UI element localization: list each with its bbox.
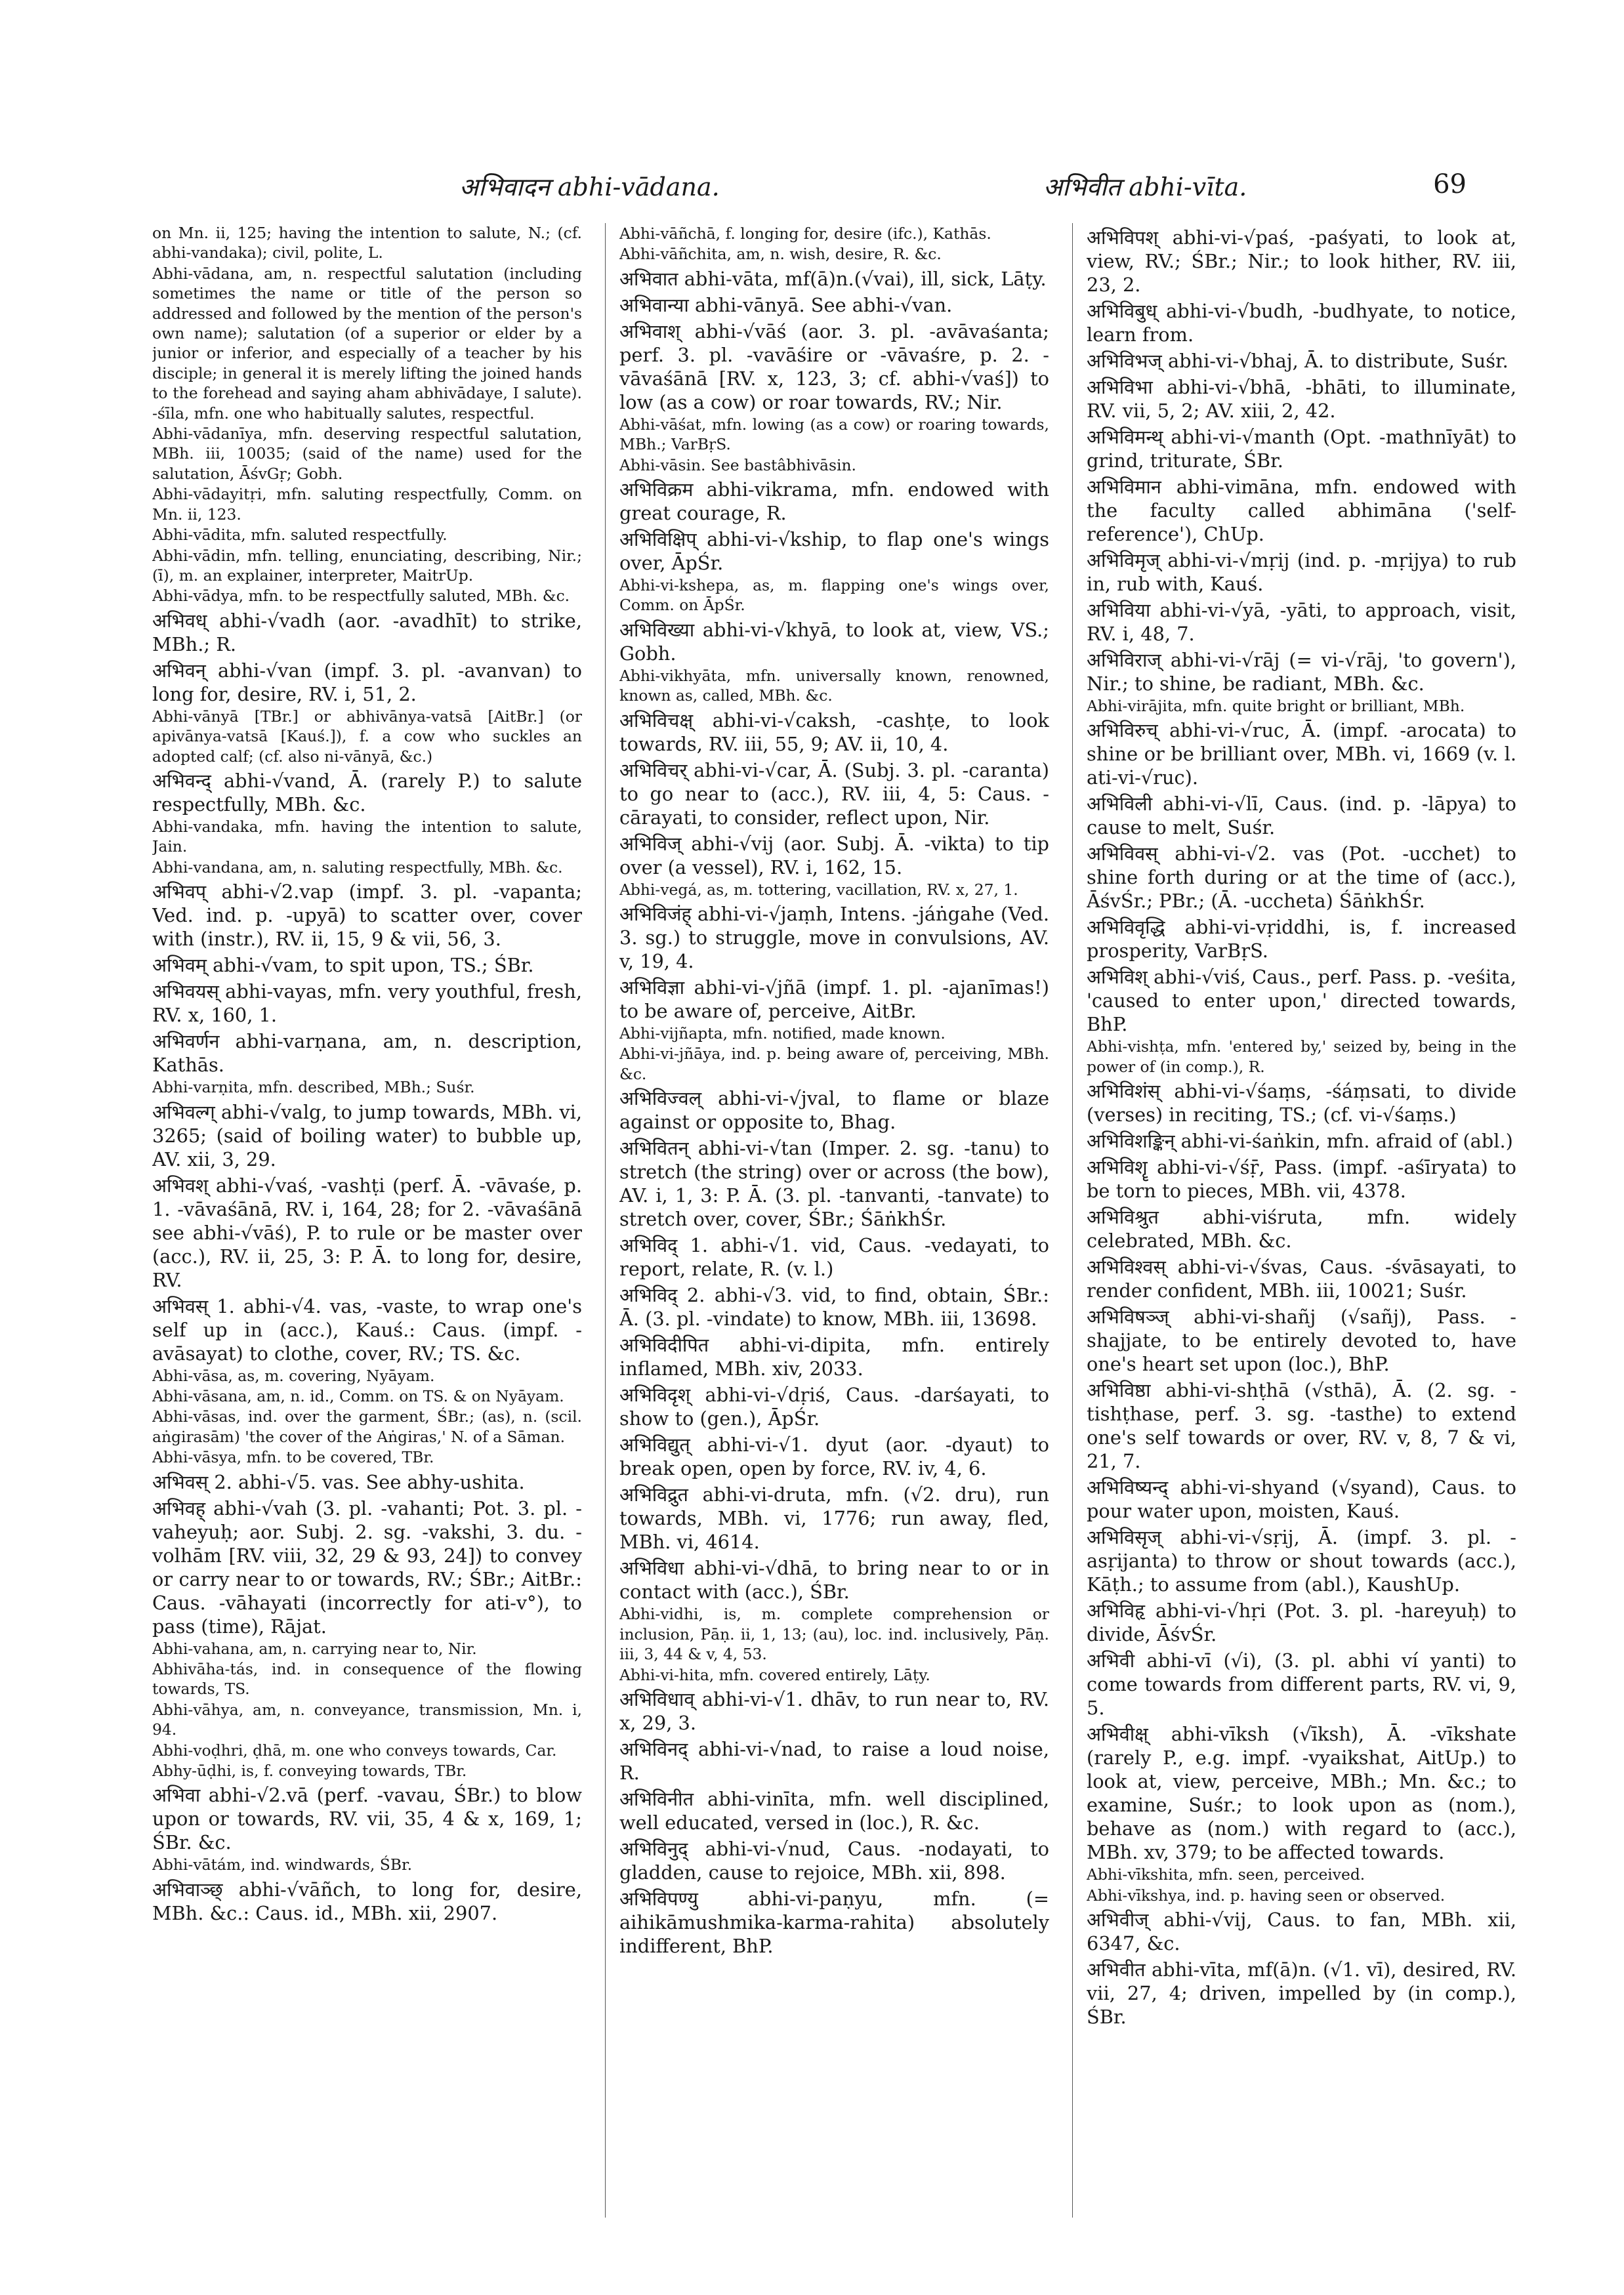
headword-entry: अभिवयस् abhi-vayas, mfn. very youthful, fresh, RV. x, 160, 1.	[152, 980, 582, 1027]
sub-entry: Abhivāha-tás, ind. in consequence of the flowing towards, TS.	[152, 1660, 582, 1699]
headword-entry: अभिवर्णन abhi-varṇana, am, n. description, Kathās.	[152, 1030, 582, 1077]
sub-entry: Abhi-vāñchita, am, n. wish, desire, R. &c.	[619, 245, 942, 264]
headword-entry: अभिविक्रम abhi-vikrama, mfn. endowed with great courage, R.	[619, 478, 1049, 525]
headword-entry: अभिविचक्ष् abhi-vi-√caksh, -cashṭe, to look towards, RV. iii, 55, 9; AV. ii, 10, 4.	[619, 709, 1049, 755]
header-right-guideword: अभिवीत abhi-vīta.	[1043, 173, 1247, 201]
headword-entry: अभिवम् abhi-√vam, to spit upon, TS.; ŚBr.	[152, 954, 534, 977]
sub-entry: Abhi-vishṭa, mfn. 'entered by,' seized by, being in the power of (in comp.), R.	[1087, 1037, 1516, 1076]
headword-entry: अभिविजंह् abhi-vi-√jaṃh, Intens. -jáṅgahe (Ved. 3. sg.) to struggle, move in convulsions, AV. v, 19, 4.	[619, 903, 1049, 973]
sub-entry: Abhi-vādanīya, mfn. deserving respectful salutation, MBh. iii, 10035; (said of the name) used for the salutation, ĀśvGṛ; Gobh.	[152, 424, 582, 483]
sub-entry: Abhi-vāhya, am, n. conveyance, transmission, Mn. i, 94.	[152, 1700, 582, 1739]
sub-entry: Abhi-vidhi, is, m. complete comprehension or inclusion, Pāṇ. ii, 1, 13; (au), loc. ind. inclusively, Pāṇ. iii, 3, 44 & v, 4, 53.	[619, 1605, 1049, 1664]
sub-entry: Abhi-vīkshya, ind. p. having seen or observed.	[1087, 1886, 1446, 1905]
headword-entry: अभिविशङ्किन् abhi-vi-śaṅkin, mfn. afraid of (abl.)	[1087, 1130, 1513, 1153]
sub-entry: Abhi-vikhyāta, mfn. universally known, renowned, known as, called, MBh. &c.	[619, 666, 1049, 705]
headword-entry: अभिवन्द् abhi-√vand, Ā. (rarely P.) to salute respectfully, MBh. &c.	[152, 769, 582, 816]
sub-entry: Abhi-vi-hita, mfn. covered entirely, Lāṭy.	[619, 1665, 930, 1684]
headword-entry: अभिविमन्थ् abhi-vi-√manth (Opt. -mathnīyāt) to grind, triturate, ŚBr.	[1087, 426, 1516, 472]
headword-entry: अभिविनद् abhi-vi-√nad, to raise a loud noise, R.	[619, 1737, 1049, 1784]
headword-entry: अभिविदृश् abhi-vi-√dṛiś, Caus. -darśayati, to show to (gen.), ĀpŚr.	[619, 1384, 1049, 1430]
sub-entry: Abhi-vegá, as, m. tottering, vacillation, RV. x, 27, 1.	[619, 880, 1018, 899]
headword-entry: अभिविष्यन्द् abhi-vi-shyand (√syand), Caus. to pour water upon, moisten, Kauś.	[1087, 1476, 1516, 1523]
headword-entry: अभिविराज् abhi-vi-√rāj (= vi-√rāj, 'to govern'), Nir.; to shine, be radiant, MBh. &c.	[1087, 649, 1516, 695]
headword-entry: अभिविभा abhi-vi-√bhā, -bhāti, to illuminate, RV. vii, 5, 2; AV. xiii, 2, 42.	[1087, 376, 1516, 422]
headword-entry: अभिविद्युत् abhi-vi-√1. dyut (aor. -dyaut) to break open, open by force, RV. iv, 4, 6.	[619, 1434, 1049, 1480]
dictionary-columns	[152, 223, 1517, 2224]
sub-entry: Abhi-vādana, am, n. respectful salutation (including sometimes the name or title of the person so addressed and followed by the mention of the person's own name); salutation (of a superior or elder by a junior or inferior, and especially of a teacher by his disciple; in general it is merely lifting the joined hands to the forehead and saying aham abhivādaye, I salute). -śīla, mfn. one who habitually salutes, respectful.	[152, 264, 582, 423]
headword-entry: अभिविरुच् abhi-vi-√ruc, Ā. (impf. -arocata) to shine or be brilliant over, MBh. vi, 1669 (v. l. ati-vi-√ruc).	[1087, 719, 1516, 789]
sub-entry: Abhi-vīkshita, mfn. seen, perceived.	[1087, 1865, 1365, 1884]
headword-entry: अभिविषञ्ज् abhi-vi-shañj (√sañj), Pass. -shajjate, to be entirely devoted to, have one's heart set upon (loc.), BhP.	[1087, 1306, 1516, 1376]
headword-entry: अभिविश् abhi-√viś, Caus., perf. Pass. p. -veśita, 'caused to enter upon,' directed towards, BhP.	[1087, 966, 1516, 1036]
sub-entry: Abhy-ūḍhi, is, f. conveying towards, TBr.	[152, 1762, 467, 1781]
headword-entry: अभिवितन् abhi-vi-√tan (Imper. 2. sg. -tanu) to stretch (the string) over or across (the bow), AV. i, 1, 3: P. Ā. (3. pl. -tanvanti, -tanvate) to stretch over, cover, ŚBr.; ŚāṅkhŚr.	[619, 1137, 1049, 1231]
header-left-guideword: अभिवादन abhi-vādana.	[459, 173, 720, 201]
headword-entry: अभिविश्रुत abhi-viśruta, mfn. widely celebrated, MBh. &c.	[1087, 1206, 1516, 1252]
headword-entry: अभिविख्या abhi-vi-√khyā, to look at, view, VS.; Gobh.	[619, 618, 1049, 665]
headword-entry: अभिवी abhi-vī (√i), (3. pl. abhi ví yanti) to come towards from different parts, RV. vi, 9, 5.	[1087, 1649, 1516, 1720]
headword-entry: अभिवीत abhi-vīta, mf(ā)n. (√1. vī), desired, RV. vii, 27, 4; driven, impelled by (in comp.), ŚBr.	[1087, 1958, 1516, 2029]
headword-entry: अभिविबुध् abhi-vi-√budh, -budhyate, to notice, learn from.	[1087, 300, 1516, 346]
sub-entry: Abhi-voḍhri, ḍhā, m. one who conveys towards, Car.	[152, 1741, 557, 1760]
headword-entry: अभिवल्ग् abhi-√valg, to jump towards, MBh. vi, 3265; (said of boiling water) to bubble up, AV. xii, 3, 29.	[152, 1100, 582, 1170]
headword-entry: अभिवा abhi-√2.vā (perf. -vavau, ŚBr.) to blow upon or towards, RV. vii, 35, 4 & x, 169, 1; ŚBr. &c.	[152, 1784, 582, 1854]
column-2	[619, 223, 1049, 2224]
headword-entry: अभिवाञ्छ् abhi-√vāñch, to long for, desire, MBh. &c.: Caus. id., MBh. xii, 2907.	[152, 1878, 582, 1924]
sub-entry: Abhi-vi-kshepa, as, m. flapping one's wings over, Comm. on ĀpŚr.	[619, 576, 1049, 615]
headword-entry: अभिवस् 1. abhi-√4. vas, -vaste, to wrap one's self up in (acc.), Kauś.: Caus. (impf. -avāsayat) to clothe, cover, RV.; TS. &c.	[152, 1294, 582, 1365]
sub-entry: Abhi-vahana, am, n. carrying near to, Nir.	[152, 1639, 477, 1658]
headword-entry: अभिविद् 2. abhi-√3. vid, to find, obtain, ŚBr.: Ā. (3. pl. -vindate) to know, MBh. iii, 13698.	[619, 1284, 1049, 1331]
headword-entry: अभिविपण्यु abhi-vi-paṇyu, mfn. (= aihikāmushmika-karma-rahita) absolutely indifferent, BhP.	[619, 1887, 1049, 1957]
headword-entry: अभिविया abhi-vi-√yā, -yāti, to approach, visit, RV. i, 48, 7.	[1087, 599, 1516, 645]
headword-entry: अभिवश् abhi-√vaś, -vashṭi (perf. Ā. -vāvaśe, p. 1. -vāvaśānā, RV. i, 164, 28; for 2. -vāvaśānā see abhi-√vāś), P. to rule or be master over (acc.), RV. ii, 25, 3: P. Ā. to long for, desire, RV.	[152, 1174, 582, 1291]
headword-entry: अभिविभज् abhi-vi-√bhaj, Ā. to distribute, Suśr.	[1087, 350, 1509, 372]
headword-entry: अभिवह् abhi-√vah (3. pl. -vahanti; Pot. 3. pl. -vaheyuḥ; aor. Subj. 2. sg. -vakshi, 3. du. -volhām [RV. viii, 32, 29 & 93, 24]) to convey or carry near to or towards, RV.; ŚBr.; AitBr.: Caus. -vāhayati (incorrectly for ati-v°), to pass (time), Rājat.	[152, 1497, 582, 1638]
headword-entry: अभिवप् abhi-√2.vap (impf. 3. pl. -vapanta; Ved. ind. p. -upyā) to scatter over, cover with (instr.), RV. ii, 15, 9 & vii, 56, 3.	[152, 880, 582, 951]
sub-entry: Abhi-vādayitṛi, mfn. saluting respectfully, Comm. on Mn. ii, 123.	[152, 485, 582, 524]
headword-entry: अभिविहृ abhi-vi-√hṛi (Pot. 3. pl. -hareyuḥ) to divide, ĀśvŚr.	[1087, 1600, 1516, 1646]
headword-entry: अभिवात abhi-vāta, mf(ā)n.(√vai), ill, sick, Lāṭy.	[619, 267, 1047, 290]
sub-entry: Abhi-vāsas, ind. over the garment, ŚBr.; (as), n. (scil. aṅgirasām) 'the cover of the Aṅgiras,' N. of a Sāman.	[152, 1407, 582, 1446]
sub-entry: Abhi-vāsya, mfn. to be covered, TBr.	[152, 1448, 434, 1467]
sub-entry: Abhi-vi-jñāya, ind. p. being aware of, perceiving, MBh. &c.	[619, 1044, 1049, 1083]
headword-entry: अभिविसृज् abhi-vi-√sṛij, Ā. (impf. 3. pl. -asṛijanta) to throw or shout towards (acc.), Kāṭh.; to assume from (abl.), KaushUp.	[1087, 1526, 1516, 1596]
sub-entry: Abhi-vāśat, mfn. lowing (as a cow) or roaring towards, MBh.; VarBṛS.	[619, 415, 1049, 454]
headword-entry: अभिविद्रुत abhi-vi-druta, mfn. (√2. dru), run towards, MBh. vi, 1776; run away, fled, MBh. vi, 4614.	[619, 1483, 1049, 1554]
headword-entry: अभिविज्वल् abhi-vi-√jval, to flame or blaze against or opposite to, Bhag.	[619, 1087, 1049, 1134]
headword-entry: अभिविवृद्धि abhi-vi-vṛiddhi, is, f. increased prosperity, VarBṛS.	[1087, 916, 1516, 962]
headword-entry: अभिविश्वस् abhi-vi-√śvas, Caus. -śvāsayati, to render confident, MBh. iii, 10021; Suśr.	[1087, 1256, 1516, 1302]
sub-entry: Abhi-vāsana, am, n. id., Comm. on TS. & on Nyāyam.	[152, 1386, 564, 1405]
headword-entry: अभिविशॄ abhi-vi-√śṝ, Pass. (impf. -aśīryata) to be torn to pieces, MBh. vii, 4378.	[1087, 1156, 1516, 1203]
sub-entry: Abhi-vādin, mfn. telling, enunciating, describing, Nir.; (ī), m. an explainer, interpreter, MaitrUp.	[152, 546, 582, 585]
sub-entry: Abhi-vandaka, mfn. having the intention to salute, Jain.	[152, 817, 582, 856]
page-number: 69	[1433, 169, 1467, 199]
sub-entry: Abhi-virājita, mfn. quite bright or brilliant, MBh.	[1087, 697, 1465, 715]
column-3	[1087, 223, 1516, 2224]
headword-entry: अभिविक्षिप् abhi-vi-√kship, to flap one's wings over, ĀpŚr.	[619, 528, 1049, 575]
headword-entry: अभिविमान abhi-vimāna, mfn. endowed with the faculty called abhimāna ('self-reference'), ChUp.	[1087, 476, 1516, 545]
headword-entry: अभिविदीपित abhi-vi-dipita, mfn. entirely inflamed, MBh. xiv, 2033.	[619, 1334, 1049, 1380]
headword-entry: अभिविष्ठा abhi-vi-shṭhā (√sthā), Ā. (2. sg. -tishṭhase, perf. 3. sg. -tasthe) to extend one's self towards or over, RV. v, 8, 7 & vi, 21, 7.	[1087, 1379, 1516, 1473]
headword-entry: अभिवीक्ष् abhi-vīksh (√īksh), Ā. -vīkshate (rarely P., e.g. impf. -vyaikshat, AitUp.) to look at, view, perceive, MBh.; Mn. &c.; to examine, Suśr.; to look upon as (nom.), behave as (nom.) with regard to (acc.), MBh. xv, 379; to be affected towards.	[1087, 1723, 1516, 1864]
headword-entry: अभिविज् abhi-√vij (aor. Subj. Ā. -vikta) to tip over (a vessel), RV. i, 162, 15.	[619, 832, 1049, 879]
headword-entry: अभिवान्या abhi-vānyā. See abhi-√van.	[619, 293, 953, 316]
headword-entry: अभिविनुद् abhi-vi-√nud, Caus. -nodayati, to gladden, cause to rejoice, MBh. xii, 898.	[619, 1837, 1049, 1884]
headword-entry: अभिविधा abhi-vi-√dhā, to bring near to or in contact with (acc.), ŚBr.	[619, 1557, 1049, 1603]
column-1	[152, 223, 582, 2224]
sub-entry: Abhi-varṇita, mfn. described, MBh.; Suśr.	[152, 1078, 475, 1097]
continued-entry: on Mn. ii, 125; having the intention to salute, N.; (cf. abhi-vandaka); civil, polite, L.	[152, 224, 582, 262]
headword-entry: अभिविली abhi-vi-√lī, Caus. (ind. p. -lāpya) to cause to melt, Suśr.	[1087, 793, 1516, 839]
sub-entry: Abhi-vandana, am, n. saluting respectfully, MBh. &c.	[152, 858, 563, 877]
headword-entry: अभिवन् abhi-√van (impf. 3. pl. -avanvan) to long for, desire, RV. i, 51, 2.	[152, 659, 582, 705]
sub-entry: Abhi-vijñapta, mfn. notified, made known.	[619, 1024, 946, 1043]
headword-entry: अभिविज्ञा abhi-vi-√jñā (impf. 1. pl. -ajanīmas!) to be aware of, perceive, AitBr.	[619, 976, 1049, 1023]
headword-entry: अभिवस् 2. abhi-√5. vas. See abhy-ushita.	[152, 1470, 525, 1493]
sub-entry: Abhi-vātám, ind. windwards, ŚBr.	[152, 1855, 413, 1874]
headword-entry: अभिविशंस् abhi-vi-√śaṃs, -śáṃsati, to divide (verses) in reciting, TS.; (cf. vi-√śaṃs.)	[1087, 1080, 1516, 1127]
headword-entry: अभिविवस् abhi-vi-√2. vas (Pot. -ucchet) to shine forth during or at the time of (acc.), ĀśvŚr.; PBr.; (Ā. -uccheta) ŚāṅkhŚr.	[1087, 842, 1516, 913]
headword-entry: अभिविद् 1. abhi-√1. vid, Caus. -vedayati, to report, relate, R. (v. l.)	[619, 1234, 1049, 1281]
headword-entry: अभिवध् abhi-√vadh (aor. -avadhīt) to strike, MBh.; R.	[152, 609, 582, 655]
headword-entry: अभिवीज् abhi-√vij, Caus. to fan, MBh. xii, 6347, &c.	[1087, 1909, 1516, 1955]
sub-entry: Abhi-vānyā [TBr.] or abhivānya-vatsā [AitBr.] (or apivānya-vatsā [Kauś.]), f. a cow who suckles an adopted calf; (cf. also ni-vānyā, &c.)	[152, 707, 582, 766]
headword-entry: अभिविमृज् abhi-vi-√mṛij (ind. p. -mṛijya) to rub in, rub with, Kauś.	[1087, 549, 1516, 595]
headword-entry: अभिविनीत abhi-vinīta, mfn. well disciplined, well educated, versed in (loc.), R. &c.	[619, 1787, 1049, 1834]
sub-entry: Abhi-vāsin. See bastâbhivāsin.	[619, 455, 856, 474]
sub-entry: Abhi-vāñchā, f. longing for, desire (ifc.), Kathās.	[619, 224, 991, 243]
column-divider	[1072, 223, 1073, 2218]
page-header	[118, 169, 1506, 209]
headword-entry: अभिवाश् abhi-√vāś (aor. 3. pl. -avāvaśanta; perf. 3. pl. -vavāśire or -vāvaśre, p. 2. -vāvaśānā [RV. x, 123, 3; cf. abhi-√vaś]) to low (as a cow) or roar towards, RV.; Nir.	[619, 320, 1049, 413]
headword-entry: अभिविपश् abhi-vi-√paś, -paśyati, to look at, view, RV.; ŚBr.; Nir.; to look hither, RV. iii, 23, 2.	[1087, 226, 1516, 296]
column-divider	[605, 223, 606, 2218]
sub-entry: Abhi-vāsa, as, m. covering, Nyāyam.	[152, 1366, 435, 1385]
sub-entry: Abhi-vādya, mfn. to be respectfully saluted, MBh. &c.	[152, 587, 570, 606]
headword-entry: अभिविधाव् abhi-vi-√1. dhāv, to run near to, RV. x, 29, 3.	[619, 1687, 1049, 1734]
headword-entry: अभिविचर् abhi-vi-√car, Ā. (Subj. 3. pl. -caranta) to go near to (acc.), RV. iii, 4, 5: Caus. -cārayati, to consider, reflect upon, Nir.	[619, 758, 1049, 829]
sub-entry: Abhi-vādita, mfn. saluted respectfully.	[152, 526, 448, 545]
